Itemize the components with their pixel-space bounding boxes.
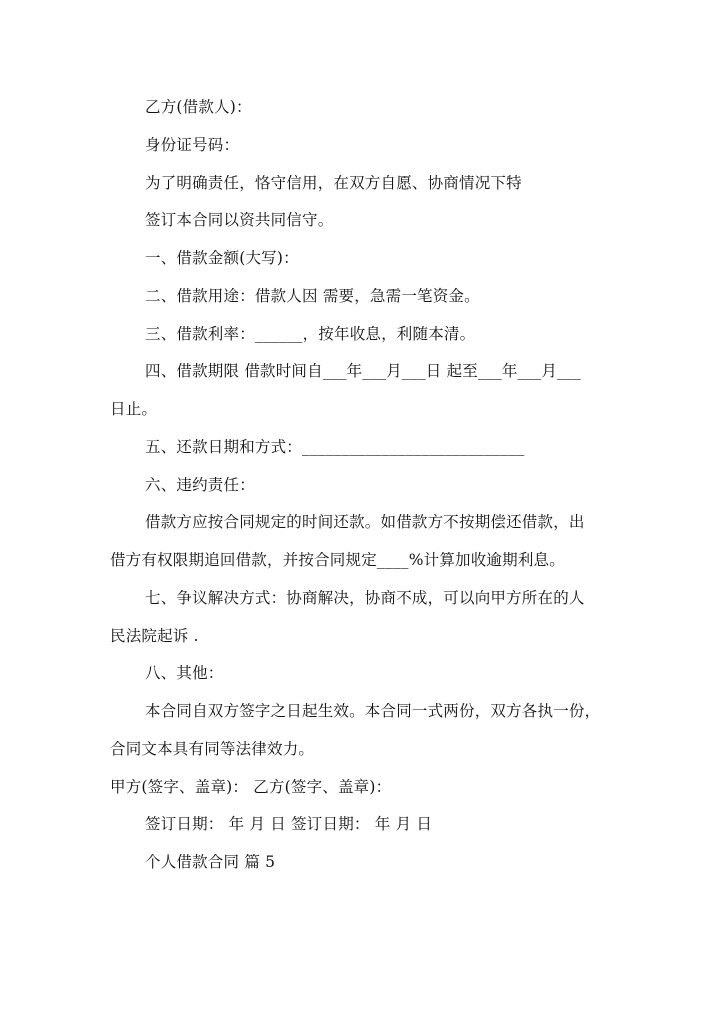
- clause-7-line-2: 民法院起诉 .: [110, 627, 199, 645]
- clause-4-term-line-2: 日止。: [110, 400, 158, 418]
- party-b-label: 乙方(借款人)：: [145, 98, 252, 116]
- preamble-line-1: 为了明确责任，恪守信用，在双方自愿、协商情况下特: [145, 174, 522, 192]
- id-number-label: 身份证号码：: [145, 136, 240, 154]
- clause-6-body-line-2: 借方有权限期追回借款，并按合同规定____%计算加收逾期利息。: [110, 551, 565, 569]
- clause-6-body-line-1: 借款方应按合同规定的时间还款。如借款方不按期偿还借款，出: [145, 513, 585, 531]
- next-section-title: 个人借款合同 篇 5: [145, 853, 276, 871]
- clause-8-heading: 八、其他：: [145, 664, 224, 682]
- preamble-line-2: 签订本合同以资共同信守。: [145, 211, 334, 229]
- clause-8-body-line-2: 合同文本具有同等法律效力。: [110, 740, 315, 758]
- signature-parties: 甲方(签字、盖章)： 乙方(签字、盖章)：: [110, 778, 392, 796]
- clause-1-amount: 一、借款金额(大写)：: [145, 249, 299, 267]
- clause-5-repayment: 五、还款日期和方式：____________________________: [145, 438, 525, 456]
- clause-8-body-line-1: 本合同自双方签字之日起生效。本合同一式两份，双方各执一份，: [145, 702, 601, 720]
- clause-6-heading: 六、违约责任：: [145, 476, 255, 494]
- clause-3-rate: 三、借款利率：______，按年收息，利随本清。: [145, 325, 476, 343]
- clause-2-purpose: 二、借款用途：借款人因 需要，急需一笔资金。: [145, 287, 480, 305]
- signing-dates: 签订日期： 年 月 日 签订日期： 年 月 日: [145, 815, 433, 833]
- clause-7-line-1: 七、争议解决方式：协商解决，协商不成，可以向甲方所在的人: [145, 589, 585, 607]
- clause-4-term-line-1: 四、借款期限 借款时间自___年___月___日 起至___年___月___: [145, 362, 581, 380]
